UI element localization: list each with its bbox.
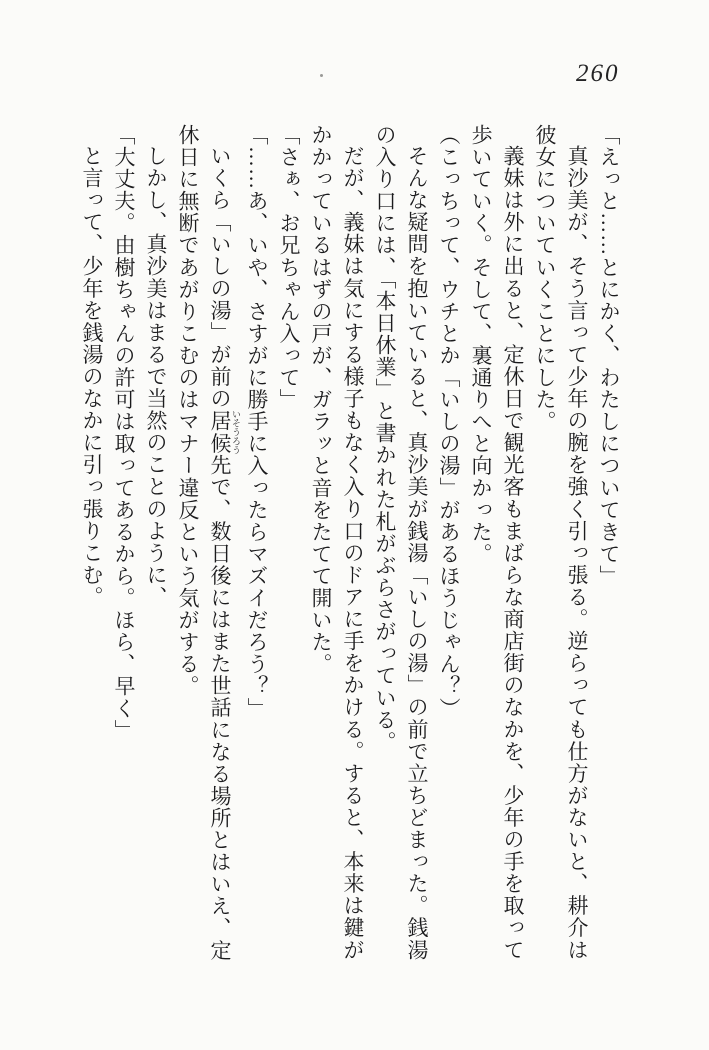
text-line: 「さぁ、お兄ちゃん入って」 xyxy=(277,124,301,411)
text-line: と言って、少年を銭湯のなかに引っ張りこむ。 xyxy=(80,145,104,609)
text-line: 「……あ、いや、さすがに勝手に入ったらマズイだろう？」 xyxy=(245,124,269,720)
text-line: かかっているはずの戸が、ガラッと音をたてて開いた。 xyxy=(309,124,333,676)
text-line: だが、義妹は気にする様子もなく入り口のドアに手をかける。すると、本来は鍵が xyxy=(341,145,365,961)
text-line: 「えっと……とにかく、わたしについてきて」 xyxy=(597,124,621,588)
scan-speck xyxy=(320,74,323,77)
text-line: 休日に無断であがりこむのはマナー違反という気がする。 xyxy=(176,124,200,698)
text-line: （こっちって、ウチとか「いしの湯」があるほうじゃん？） xyxy=(437,124,461,720)
text-line: 義妹は外に出ると、定休日で観光客もまばらな商店街のなかを、少年の手を取って xyxy=(501,145,525,961)
text-line: 歩いていく。そして、裏通りへと向かった。 xyxy=(469,124,493,565)
text-line: の入り口には、「本日休業」と書かれた札がぶらさがっている。 xyxy=(373,124,397,753)
text-line: 彼女についていくことにした。 xyxy=(533,124,557,433)
text-block xyxy=(76,124,625,968)
text-line: いくら「いしの湯」が前の居候 いそうろう先で、数日後にはまた世話になる場所とはいえ、定 xyxy=(208,145,241,962)
page-number: 260 xyxy=(576,60,620,87)
text-line: 「大丈夫。由樹ちゃんの許可は取ってあるから。ほら、早く」 xyxy=(112,124,136,742)
text-line: そんな疑問を抱いていると、真沙美が銭湯「いしの湯」の前で立ちどまった。銭湯 xyxy=(405,145,429,961)
text-line: しかし、真沙美はまるで当然のことのように、 xyxy=(144,145,168,609)
text-line: 真沙美が、そう言って少年の腕を強く引っ張る。逆らっても仕方がないと、耕介は xyxy=(565,145,589,961)
ruby-annotated-word: 居候 いそうろう xyxy=(208,409,241,455)
